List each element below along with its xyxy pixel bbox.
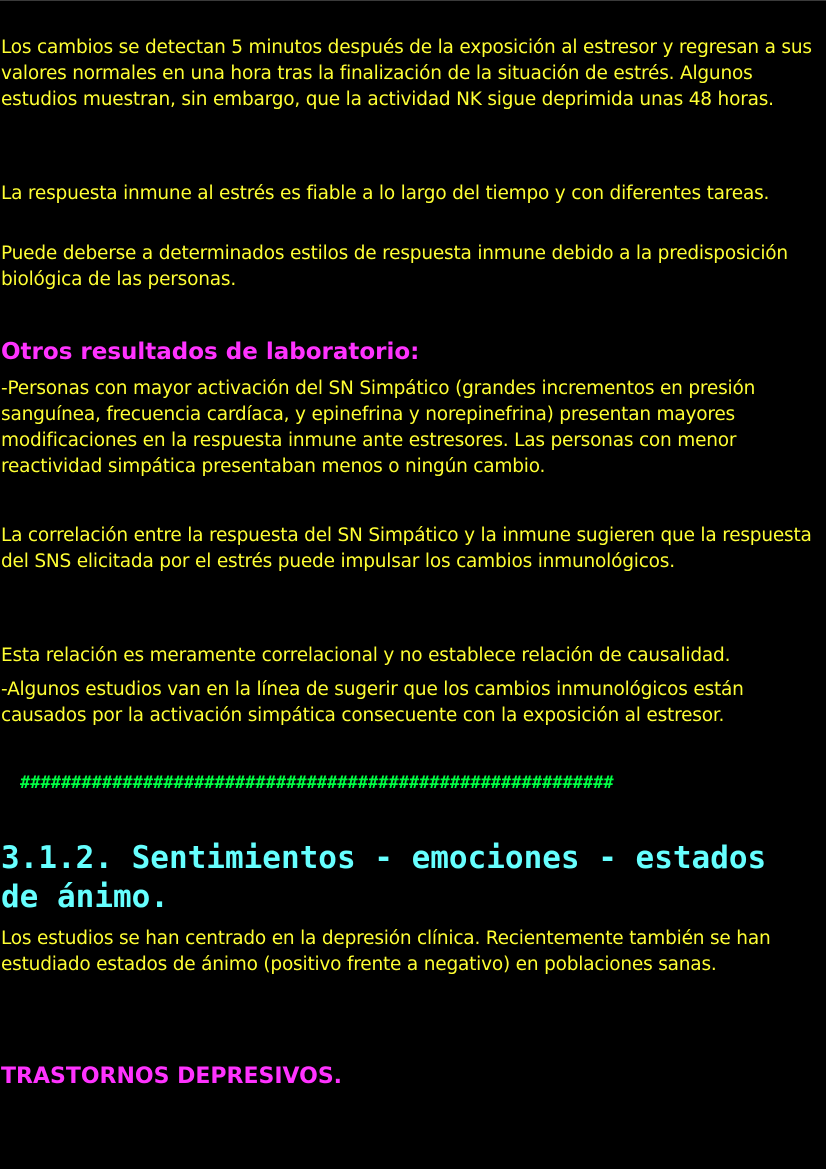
paragraph-algunos-estudios: -Algunos estudios van en la línea de sugerir que los cambios inmunológicos están causados por la activación simpática consecuente con la exposición al estresor. bbox=[1, 679, 744, 726]
paragraph-cambios-detectan: Los cambios se detectan 5 minutos después de la exposición al estresor y regresan a sus valores normales en una hora tras la finalización de la situación de estrés. Algunos estudios muestran, sin embargo, que la actividad NK sigue deprimida unas 48 horas. bbox=[1, 37, 812, 110]
heading-trastornos-depresivos: TRASTORNOS DEPRESIVOS. bbox=[1, 1064, 343, 1089]
paragraph-relacion-correlacional: Esta relación es meramente correlacional y no establece relación de causalidad. bbox=[1, 645, 731, 666]
paragraph-correlacion: La correlación entre la respuesta del SN Simpático y la inmune sugieren que la respuesta del SNS elicitada por el estrés puede impulsar los cambios inmunológicos. bbox=[1, 525, 812, 572]
paragraph-estudios-depresion: Los estudios se han centrado en la depresión clínica. Recientemente también se han estudiado estados de ánimo (positivo frente a negativo) en poblaciones sanas. bbox=[1, 928, 771, 975]
section-title: 3.1.2. Sentimientos - emociones - estados de ánimo. bbox=[1, 840, 767, 915]
hash-separator: ########################################################## bbox=[20, 773, 614, 793]
heading-otros-resultados: Otros resultados de laboratorio: bbox=[1, 339, 420, 365]
paragraph-personas-activacion: -Personas con mayor activación del SN Simpático (grandes incrementos en presión sanguínea, frecuencia cardíaca, y epinefrina y norepinefrina) presentan mayores modificaciones en la respuesta inmune ante estresores. Las personas con menor reactividad simpática presentaban menos o ningún cambio. bbox=[1, 378, 756, 477]
paragraph-predisposicion: Puede deberse a determinados estilos de respuesta inmune debido a la predisposición biológica de las personas. bbox=[1, 243, 788, 290]
top-border bbox=[0, 0, 826, 1]
paragraph-respuesta-fiable: La respuesta inmune al estrés es fiable a lo largo del tiempo y con diferentes tareas. bbox=[1, 183, 770, 204]
